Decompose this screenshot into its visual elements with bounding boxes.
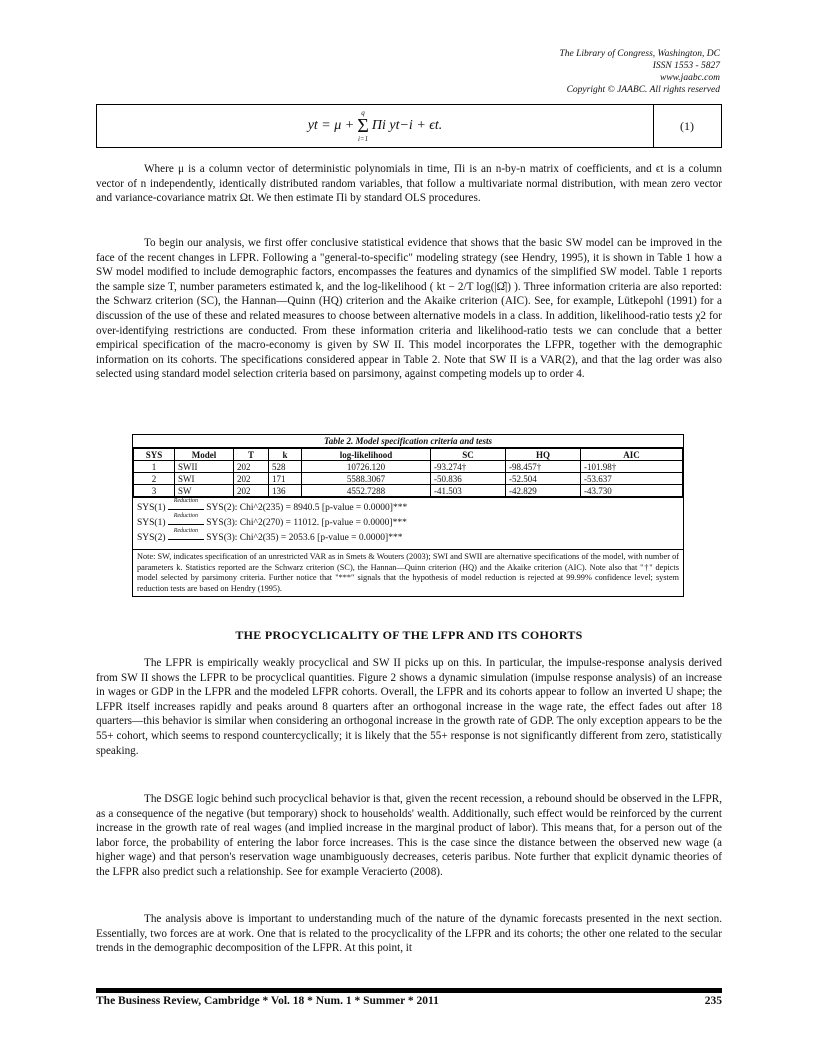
table-cell: 2	[134, 473, 175, 485]
table-cell: 3	[134, 485, 175, 497]
footer-rule	[96, 988, 722, 993]
table-cell: -50.836	[431, 473, 506, 485]
table-cell: -43.730	[581, 485, 683, 497]
section-heading: THE PROCYCLICALITY OF THE LFPR AND ITS COHORTS	[235, 628, 583, 642]
paragraph-4: The DSGE logic behind such procyclical behavior is that, given the recent recession, a rebound should be observed in the LFPR, as a consequence of the negative (but temporary) shock to households' wealth. Additionally, such effect would be reinforced by the current increase in the growth rate of real wages (and implied increase in the marginal product of labor). This means that, for a person out of the labor force, the probability of entering the labor force increases. This is the case since the distance between the observed new wage (a higher wage) and that person's reservation wage unambiguously decreases, ceteris paribus. Note further that explicit dynamic theories of the LFPR also predict such a relationship. See for example Veracierto (2008).	[96, 793, 722, 878]
page-footer	[96, 995, 722, 1007]
reduction-test-row: SYS(2) Reduction SYS(3): Chi^2(35) = 2053.6 [p-value = 0.0000]***	[137, 527, 403, 543]
table-cell: 202	[234, 473, 269, 485]
table-header-row	[134, 449, 683, 461]
table-cell: -98.457†	[506, 461, 581, 473]
col-header: Model	[175, 449, 234, 461]
reduction-arrow-icon: Reduction	[168, 534, 204, 542]
table-cell: -53.637	[581, 473, 683, 485]
reduction-arrow-icon: Reduction	[168, 504, 204, 512]
summation-symbol: q Σ i=1	[357, 109, 369, 143]
paragraph-2: To begin our analysis, we first offer conclusive statistical evidence that shows that the basic SW model can be improved in the face of the recent changes in LFPR. Following a "general-to-specific" modeling strategy (see Hendry, 1995), it is shown in Table 1 how a SW model modified to include demographic factors, encompasses the features and dynamics of the simplified SW model. Table 1 reports the sample size T, number parameters estimated k, and the log-likelihood ( kt − 2/T log(|Ω̂|) ). Three information criteria are also reported: the Schwarz criterion (SC), the Hannan—Quinn (HQ) criterion and the Akaike criterion (AIC). See, for example, Lütkepohl (1991) for a discussion of the use of these and related measures to choose between alternative models in a class. In addition, likelihood-ratio tests χ2 for over-identifying restrictions are conducted. From these information criteria and likelihood-ratio tests we can conclude that a better empirical specification of the macro-economy is given by SW II. This model incorporates the LFPR, together with the demographic information on its cohorts. The specifications considered appear in Table 2. Note that SW II is a VAR(2), and that the lag order was also selected using standard model selection criteria based on parsimony, against competing models up to order 4.	[96, 237, 722, 381]
equation-lhs: yt = μ +	[307, 118, 355, 133]
header-line-2: ISSN 1553 - 5827	[652, 61, 720, 71]
table-cell: 171	[269, 473, 302, 485]
journal-header	[559, 48, 720, 96]
page-number: 235	[704, 995, 722, 1007]
col-header: HQ	[506, 449, 581, 461]
col-header: SC	[431, 449, 506, 461]
equation-box	[96, 104, 722, 148]
reduction-test-row: SYS(1) Reduction SYS(2): Chi^2(235) = 8940.5 [p-value = 0.0000]***	[137, 497, 408, 513]
col-header: SYS	[134, 449, 175, 461]
sum-lower-limit: i=1	[357, 135, 369, 143]
table-cell: SW	[175, 485, 234, 497]
header-line-1: The Library of Congress, Washington, DC	[559, 49, 720, 59]
table-row	[134, 473, 683, 485]
table-row	[134, 461, 683, 473]
reduction-arrow-icon: Reduction	[168, 519, 204, 527]
equation-rhs: Πi yt−i + ϵt.	[371, 118, 443, 133]
table-cell: -52.504	[506, 473, 581, 485]
col-header: log-likelihood	[302, 449, 431, 461]
col-header: k	[269, 449, 302, 461]
model-specification-table	[132, 434, 684, 597]
paragraph-1: Where μ is a column vector of deterministic polynomials in time, Πi is an n-by-n matrix of coefficients, and ϵt is a column vector of n independently, identically distributed random variables, that follow a multivariate normal distribution, with mean zero vector and variance-covariance matrix Ωt. We then estimate Πi by standard OLS procedures.	[96, 163, 722, 205]
col-header: T	[234, 449, 269, 461]
reduction-test-row: SYS(1) Reduction SYS(3): Chi^2(270) = 11012. [p-value = 0.0000]***	[137, 512, 407, 528]
footer-journal: The Business Review, Cambridge * Vol. 18 * Num. 1 * Summer * 2011	[96, 995, 439, 1007]
table-cell: 5588.3067	[302, 473, 431, 485]
table-cell: -42.829	[506, 485, 581, 497]
header-line-4: Copyright © JAABC. All rights reserved	[566, 85, 720, 95]
table-title: Table 2. Model specification criteria and tests	[133, 435, 683, 448]
table-cell: -101.98†	[581, 461, 683, 473]
table-cell: -93.274†	[431, 461, 506, 473]
table-cell: 528	[269, 461, 302, 473]
table-cell: 1	[134, 461, 175, 473]
table-cell: -41.503	[431, 485, 506, 497]
table-cell: 10726.120	[302, 461, 431, 473]
paragraph-3: The LFPR is empirically weakly procyclical and SW II picks up on this. In particular, the impulse-response analysis derived from SW II shows the LFPR to be procyclical quantities. Figure 2 shows a dynamic simulation (impulse response analysis) of an increase in wages or GDP in the LFPR and the modeled LFPR cohorts. Overall, the LFPR and its cohorts appear to follow an inverted U shape; the LFPR itself increases rapidly and peaks around 8 quarters after an orthogonal increase in the wage rate, the effect fades out after 18 quarters—this behavior is similar when considering an orthogonal increase in the growth rate of GDP. The only exception appears to be the 55+ cohort, which seems to respond countercyclically; it is likely that the 55+ response is not significantly different from zero, statistically speaking.	[96, 657, 722, 757]
table-grid	[133, 448, 683, 497]
table-row	[134, 485, 683, 497]
table-note: Note: SW, indicates specification of an unrestricted VAR as in Smets & Wouters (2003); SWI and SWII are alternative specifications of the model, with number of parameters k. Statistics reported are the Schwarz criterion (SC), the Hannan—Quinn criterion (HQ) and the Akaike criterion (AIC). Note also that "†" depicts model selected by parsimony criteria. Further notice that "***" signals that the hypothesis of model reduction is rejected at 99.99% confidence level; system reduction tests are based on Hendry (1995).	[133, 549, 683, 596]
table-cell: 202	[234, 461, 269, 473]
col-header: AIC	[581, 449, 683, 461]
sum-upper-limit: q	[361, 109, 365, 117]
table-cell: 4552.7288	[302, 485, 431, 497]
reduction-tests	[133, 497, 683, 549]
table-cell: SWI	[175, 473, 234, 485]
paragraph-5: The analysis above is important to understanding much of the nature of the dynamic forecasts presented in the next section. Essentially, two forces are at work. One that is related to the procyclicality of the LFPR and its cohorts; the other one related to the secular trends in the demographic decomposition of the LFPR. At this point, it	[96, 913, 722, 955]
equation-number: (1)	[680, 118, 694, 133]
header-line-3: www.jaabc.com	[660, 73, 720, 83]
table-cell: 202	[234, 485, 269, 497]
table-cell: 136	[269, 485, 302, 497]
equation-cell	[97, 105, 654, 147]
table-cell: SWII	[175, 461, 234, 473]
